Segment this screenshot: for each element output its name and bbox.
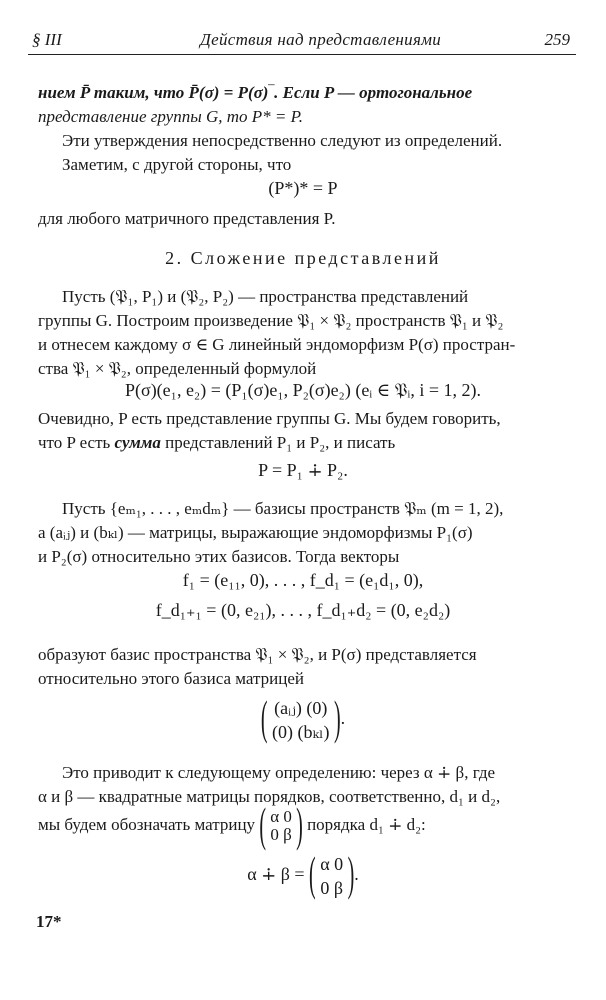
formula: P(σ)(e₁, e₂) = (P₁(σ)e₁, P₂(σ)e₂) (eᵢ ∈ 𝔓ᵢ, i = 1, 2). [124, 380, 481, 400]
right-paren: ) [296, 799, 303, 853]
right-paren: ) [347, 848, 355, 902]
text-line: относительно этого базиса матрицей [38, 669, 305, 688]
term-emphasis: сумма [114, 433, 161, 452]
text-line: и отнесем каждому σ ∈ G линейный эндоморфизм P(σ) простран- [38, 335, 516, 354]
formula: P = P₁ ∔ P₂. [258, 460, 348, 480]
matrix-formula [0, 848, 606, 902]
matrix-rows [320, 852, 343, 900]
text-segment: что P есть [38, 433, 115, 452]
formula-end: . [354, 864, 359, 885]
text-line: для любого матричного представления P. [38, 209, 336, 228]
text-line: Пусть (𝔓₁, P₁) и (𝔓₂, P₂) — пространства представлений [62, 287, 469, 306]
text-line [38, 799, 578, 853]
text-line: Очевидно, P есть представление группы G. Мы будем говорить, [38, 409, 501, 428]
running-head [28, 26, 576, 55]
text-line: а (aᵢⱼ) и (bₖₗ) — матрицы, выражающие эндоморфизмы P₁(σ) [38, 523, 473, 542]
section-heading: 2. Сложение представлений [165, 248, 441, 268]
left-paren: ( [260, 692, 268, 746]
direct-sum-matrix [309, 848, 355, 902]
page-number: 259 [544, 30, 570, 49]
text-line: Это приводит к следующему определению: через α ∔ β, где [62, 763, 496, 782]
matrix-formula [0, 692, 606, 746]
right-paren: ) [333, 692, 341, 746]
text-segment: мы будем обозначать матрицу [38, 814, 256, 834]
text-segment: представлений P₁ и P₂, и писать [160, 433, 396, 452]
text-line: представление группы G, то P* = P. [38, 107, 304, 126]
text-line: и P₂(σ) относительно этих базисов. Тогда векторы [38, 547, 400, 566]
formula: (P*)* = P [268, 178, 338, 198]
text-segment: порядка d₁ ∔ d₂: [307, 814, 426, 834]
text-line: Эти утверждения непосредственно следуют из определений. [62, 131, 503, 150]
matrix-row: 0 β [270, 825, 292, 844]
matrix-row: 0 β [320, 878, 343, 898]
formula-lhs: α ∔ β = [247, 864, 305, 885]
text-line: Пусть {eₘ₁, . . . , eₘdₘ} — базисы пространств 𝔓ₘ (m = 1, 2), [62, 499, 504, 518]
text-line: α и β — квадратные матрицы порядков, соответственно, d₁ и d₂, [38, 787, 501, 806]
alpha-beta-matrix [259, 799, 303, 853]
formula: f₁ = (e₁₁, 0), . . . , f_d₁ = (e₁d₁, 0), [182, 570, 424, 590]
matrix-rows [270, 808, 292, 844]
running-title: Действия над представлениями [200, 30, 442, 49]
left-paren: ( [309, 848, 316, 902]
matrix-row: α 0 [270, 807, 292, 826]
text-line: Заметим, с другой стороны, что [62, 155, 292, 174]
text-line: группы G. Построим произведение 𝔓₁ × 𝔓₂ пространств 𝔓₁ и 𝔓₂ [38, 311, 504, 330]
text-line: нием P̄ таким, что P̄(σ) = P(σ)‾. Если P — ортогональное [38, 83, 473, 102]
matrix-row: (0) (bₖₗ) [272, 722, 330, 742]
matrix-row: α 0 [320, 854, 344, 874]
formula: f_d₁₊₁ = (0, e₂₁), . . . , f_d₁₊d₂ = (0, e₂d₂) [155, 600, 451, 620]
block-matrix [260, 692, 341, 746]
text-line [38, 430, 578, 456]
signature-mark: 17* [36, 912, 62, 931]
formula-end: . [340, 708, 346, 729]
matrix-rows [272, 696, 329, 744]
section-number: § III [32, 30, 62, 49]
matrix-row: (aᵢⱼ) (0) [274, 698, 328, 718]
left-paren: ( [259, 799, 266, 853]
text-line: образуют базис пространства 𝔓₁ × 𝔓₂, и P(σ) представляется [38, 645, 477, 664]
text-line: ства 𝔓₁ × 𝔓₂, определенный формулой [38, 359, 317, 378]
